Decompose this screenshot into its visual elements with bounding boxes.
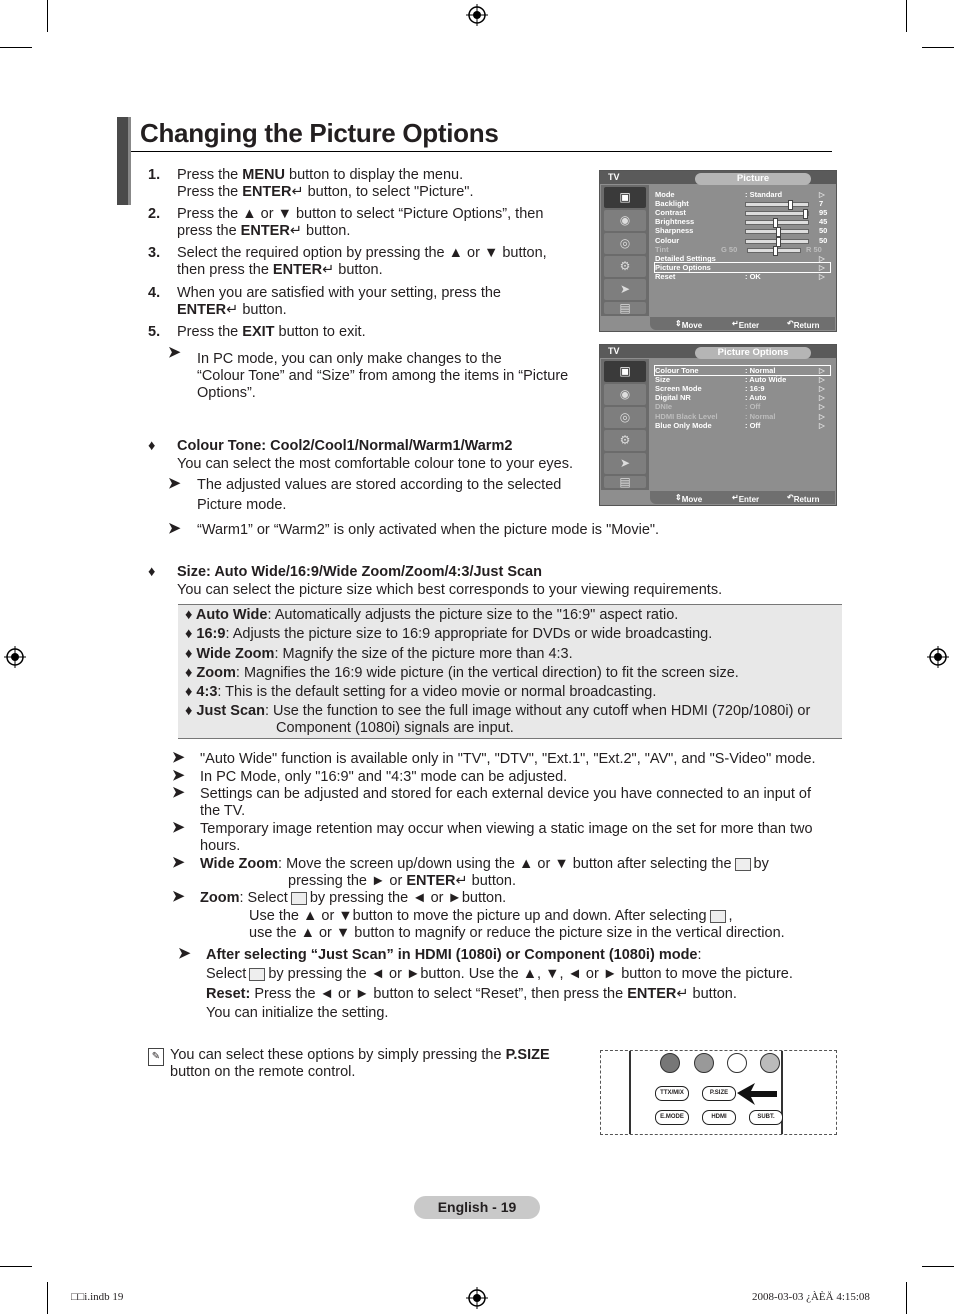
- option-text: : Use the function to see the full image without any cutoff when HDMI (720p/1080i) or: [264, 703, 811, 719]
- step-number: 2.: [148, 206, 161, 222]
- osd-row-label: Sharpness: [655, 226, 694, 236]
- application-icon: ▤: [604, 476, 646, 488]
- note-line: Options”.: [197, 385, 256, 401]
- osd-row-arrow-icon: ▷: [819, 411, 825, 421]
- note-arrow-icon: ➤: [168, 475, 181, 492]
- option-name: ♦ Auto Wide: [185, 607, 268, 623]
- note-text: ,: [728, 908, 733, 924]
- note-arrow-icon: ➤: [168, 344, 181, 361]
- page-title: Changing the Picture Options: [140, 118, 499, 148]
- note-arrow-icon: ➤: [172, 854, 185, 871]
- osd-row-value: : Off: [745, 420, 761, 430]
- osd-row-value: : Off: [745, 402, 761, 412]
- step-text: When you are satisfied with your setting, press the: [177, 285, 501, 301]
- colour-tone-heading: Colour Tone: Cool2/Cool1/Normal/Warm1/Warm2: [177, 438, 513, 454]
- osd-slider-value: 95: [819, 208, 828, 218]
- osd-row-arrow-icon: ▷: [819, 393, 825, 403]
- note-text: :: [697, 947, 702, 963]
- step-text: Press the: [177, 184, 243, 200]
- osd-source-label: TV: [608, 172, 620, 182]
- return-label: Return: [793, 321, 820, 330]
- osd-menu-title: Picture Options: [695, 347, 811, 359]
- zoom-note-cont: [249, 908, 733, 925]
- osd-row-value: : OK: [745, 271, 761, 281]
- osd-menu-row[interactable]: [655, 235, 828, 245]
- osd-row-arrow-icon: ▷: [819, 402, 825, 412]
- step-text: button.: [238, 302, 287, 318]
- osd-slider-value: 50: [819, 235, 828, 245]
- option-text: : Magnifies the 16:9 wide picture (in the vertical direction) to fit the screen size.: [235, 665, 739, 681]
- enter-icon: ↵: [676, 986, 689, 1002]
- osd-menu-row[interactable]: [655, 226, 828, 236]
- crop-mark: [906, 1282, 907, 1314]
- step-text: Press the: [177, 324, 243, 340]
- osd-menu-row[interactable]: [655, 375, 825, 385]
- option-text: : Automatically adjusts the picture size to the "16:9" aspect ratio.: [267, 607, 679, 623]
- remote-edge: [629, 1051, 631, 1134]
- option-text: : Magnify the size of the picture more than 4:3.: [274, 646, 573, 662]
- osd-tint-g: G 50: [721, 244, 738, 254]
- wide-zoom-note-cont: [288, 873, 516, 890]
- note-line: Settings can be adjusted and stored for each external device you have connected to an input of: [200, 786, 812, 802]
- osd-row-label: HDMI Black Level: [655, 411, 718, 421]
- note-arrow-icon: ➤: [172, 819, 185, 836]
- registration-mark-icon: [466, 1287, 488, 1309]
- size-option-wide-zoom: [185, 646, 573, 663]
- remote-control-illustration: [600, 1050, 837, 1135]
- note-arrow-icon: ➤: [172, 784, 185, 801]
- crop-mark: [906, 0, 907, 32]
- osd-menu-row[interactable]: [655, 366, 830, 375]
- setup-icon: ⚙: [604, 430, 646, 451]
- enter-hint: ↵ Enter: [732, 319, 760, 330]
- osd-menu-row[interactable]: [655, 208, 828, 218]
- enter-key-label: ENTER: [627, 986, 677, 1002]
- psize-key-label: P.SIZE: [505, 1047, 550, 1063]
- enter-icon: ↵: [226, 302, 239, 318]
- move-hint: ⇕ Move: [675, 493, 703, 504]
- colour-tone-description: You can select the most comfortable colour tone to your eyes.: [177, 456, 574, 472]
- print-file-label: □□i.indb 19: [71, 1291, 124, 1303]
- just-scan-heading: [206, 947, 702, 964]
- picture-size-icon: [249, 968, 265, 981]
- step-text: button, to select "Picture".: [303, 184, 474, 200]
- note-text: by pressing the ◄ or ►button.: [309, 890, 507, 906]
- osd-row-label: Digital NR: [655, 393, 691, 403]
- option-text: : This is the default setting for a video movie or normal broadcasting.: [217, 684, 657, 700]
- osd-menu-row[interactable]: [655, 420, 825, 430]
- move-label: Move: [681, 495, 703, 504]
- osd-bottom-bar: [650, 491, 835, 504]
- note-text: button.: [467, 873, 517, 889]
- note-line: “Warm1” or “Warm2” is only activated when the picture mode is "Movie".: [197, 522, 660, 538]
- note-line: “Colour Tone” and “Size” from among the items in “Picture: [197, 368, 569, 384]
- pc-mode-note: [197, 351, 587, 402]
- osd-slider-knob[interactable]: [788, 200, 793, 210]
- step-text: button.: [301, 223, 351, 239]
- step-number: 1.: [148, 167, 161, 183]
- osd-row-label: Backlight: [655, 199, 689, 209]
- osd-tint-r: R 50: [806, 244, 822, 254]
- exit-key-label: EXIT: [242, 324, 275, 340]
- note-line: the TV.: [200, 803, 246, 819]
- osd-row-label: Contrast: [655, 208, 686, 218]
- enter-label: Enter: [738, 321, 760, 330]
- return-label: Return: [793, 495, 820, 504]
- osd-source-label: TV: [608, 346, 620, 356]
- note-text: by pressing the ◄ or ►button. Use the ▲, ▼, ◄ or ► button to move the picture.: [268, 966, 793, 982]
- osd-sidebar: [601, 359, 649, 490]
- option-name: ♦ 4:3: [185, 684, 218, 700]
- ttx-mix-button: TTX/MIX: [655, 1086, 689, 1101]
- input-icon: ➤: [604, 453, 646, 474]
- note-line: hours.: [200, 838, 241, 854]
- note-text: You can initialize the setting.: [206, 1005, 389, 1021]
- osd-tint-slider[interactable]: [747, 248, 801, 253]
- option-text: : Adjusts the picture size to 16:9 appropriate for DVDs or wide broadcasting.: [225, 626, 713, 642]
- enter-label: Enter: [738, 495, 760, 504]
- osd-menu-row[interactable]: [655, 263, 830, 272]
- note-text: Select: [206, 966, 247, 982]
- crop-mark: [47, 1282, 48, 1314]
- osd-menu-row[interactable]: [655, 271, 825, 281]
- note-arrow-icon: ➤: [172, 888, 185, 905]
- osd-row-label: Brightness: [655, 217, 695, 227]
- wide-zoom-label: Wide Zoom: [200, 856, 279, 872]
- note-line: The adjusted values are stored according to the selected: [197, 477, 562, 493]
- reset-label: Reset:: [206, 986, 251, 1002]
- note-text: : Select: [239, 890, 288, 906]
- note-line: "Auto Wide" function is available only in "TV", "DTV", "Ext.1", "Ext.2", "AV", and "S-Video" mode.: [200, 751, 816, 767]
- size-description: You can select the picture size which best corresponds to your viewing requirements.: [177, 582, 723, 598]
- bullet: ♦: [148, 564, 156, 580]
- step-text: press the: [177, 223, 241, 239]
- enter-icon: ↵: [291, 184, 304, 200]
- note-text: button on the remote control.: [170, 1064, 356, 1080]
- note-text: Use the ▲ or ▼button to move the picture up and down. After selecting: [249, 908, 707, 924]
- osd-menu-row[interactable]: [655, 393, 825, 403]
- step-number: 3.: [148, 245, 161, 261]
- osd-row-label: Reset: [655, 271, 676, 281]
- osd-row-label: Colour: [655, 235, 680, 245]
- title-accent-bar: [128, 117, 131, 205]
- crop-mark: [47, 0, 48, 32]
- reset-line: [206, 986, 737, 1003]
- osd-picture-menu: [599, 170, 837, 332]
- application-icon: ▤: [604, 302, 646, 314]
- move-hint: ⇕ Move: [675, 319, 703, 330]
- note-arrow-icon: ➤: [168, 520, 181, 537]
- note-text: pressing the ► or: [288, 873, 407, 889]
- step-text: Press the ▲ or ▼ button to select “Picture Options”, then: [177, 206, 544, 222]
- psize-button: P.SIZE: [702, 1086, 736, 1101]
- osd-row-label: Tint: [655, 244, 669, 254]
- osd-row-value: : Normal: [745, 411, 776, 421]
- step-text: button to display the menu.: [284, 167, 464, 183]
- osd-row-arrow-icon: ▷: [819, 253, 825, 263]
- osd-row-label: Blue Only Mode: [655, 420, 712, 430]
- osd-row-arrow-icon: ▷: [819, 384, 825, 394]
- zoom-label: Zoom: [200, 890, 240, 906]
- option-name: ♦ Just Scan: [185, 703, 265, 719]
- osd-menu-row[interactable]: [655, 384, 825, 394]
- sound-icon: ◉: [604, 384, 646, 405]
- sound-icon: ◉: [604, 210, 646, 231]
- osd-menu-row[interactable]: [655, 190, 825, 199]
- note-text: Press the ◄ or ► button to select “Reset”, then press the: [250, 986, 628, 1002]
- pointer-arrow-icon: [737, 1081, 777, 1111]
- crop-mark: [0, 1266, 32, 1267]
- registration-mark-icon: [466, 4, 488, 26]
- osd-slider-value: 50: [819, 226, 828, 236]
- color-button-green: [694, 1053, 714, 1073]
- title-rule: [131, 151, 832, 152]
- note-line: Temporary image retention may occur when viewing a static image on the set for more than two: [200, 821, 813, 837]
- note-arrow-icon: ➤: [172, 767, 185, 784]
- osd-row-label: Mode: [655, 190, 675, 199]
- step-text: Select the required option by pressing the ▲ or ▼ button,: [177, 245, 547, 261]
- osd-row-value: : Auto: [745, 393, 767, 403]
- osd-slider-knob[interactable]: [803, 209, 808, 219]
- channel-icon: ◎: [604, 233, 646, 254]
- osd-picture-options-menu: [599, 344, 837, 506]
- osd-menu-row[interactable]: [655, 411, 825, 421]
- osd-bottom-bar: [650, 317, 835, 330]
- just-scan-line: [206, 966, 793, 983]
- size-option-just-scan: [185, 703, 810, 720]
- size-option-16-9: [185, 626, 712, 643]
- bullet: ♦: [148, 438, 156, 454]
- enter-icon: ↵: [455, 873, 468, 889]
- enter-key-label: ENTER: [240, 223, 290, 239]
- picture-size-icon: [291, 892, 307, 905]
- osd-slider[interactable]: [745, 211, 809, 216]
- color-button-blue: [760, 1053, 780, 1073]
- option-name: ♦ 16:9: [185, 626, 226, 642]
- step-text: button to exit.: [274, 324, 366, 340]
- osd-slider[interactable]: [745, 239, 809, 244]
- note-line: In PC mode, you can only make changes to the: [197, 351, 502, 367]
- note-text: You can select these options by simply pressing the: [170, 1047, 506, 1063]
- option-text: Component (1080i) signals are input.: [276, 720, 514, 736]
- note-arrow-icon: ➤: [172, 749, 185, 766]
- osd-row-label: DNIe: [655, 402, 673, 412]
- osd-slider[interactable]: [745, 202, 809, 207]
- osd-slider-value: 45: [819, 217, 828, 227]
- osd-row-arrow-icon: ▷: [819, 190, 825, 199]
- note-text: use the ▲ or ▼ button to magnify or reduce the picture size in the vertical direction.: [249, 925, 785, 941]
- note-text: by: [753, 856, 769, 872]
- note-arrow-icon: ➤: [178, 945, 191, 962]
- enter-key-label: ENTER: [272, 262, 323, 278]
- step-number: 5.: [148, 324, 161, 340]
- osd-menu-row[interactable]: [655, 244, 822, 254]
- wide-zoom-note: [200, 856, 769, 873]
- menu-key-label: MENU: [242, 167, 285, 183]
- memo-icon: ✎: [148, 1048, 164, 1066]
- osd-slider[interactable]: [745, 220, 809, 225]
- channel-icon: ◎: [604, 407, 646, 428]
- osd-row-label: Screen Mode: [655, 384, 702, 394]
- return-hint: ↶ Return: [787, 319, 820, 330]
- note-text: : Move the screen up/down using the ▲ or ▼ button after selecting the: [278, 856, 732, 872]
- osd-menu-row[interactable]: [655, 199, 824, 209]
- osd-menu-row[interactable]: [655, 253, 825, 263]
- crop-mark: [922, 47, 954, 48]
- move-label: Move: [681, 321, 703, 330]
- crop-mark: [922, 1266, 954, 1267]
- color-button-red: [660, 1053, 680, 1073]
- osd-slider[interactable]: [745, 229, 809, 234]
- input-icon: ➤: [604, 279, 646, 300]
- step-number: 4.: [148, 285, 161, 301]
- registration-mark-icon: [4, 646, 26, 668]
- osd-row-arrow-icon: ▷: [819, 420, 825, 430]
- osd-row-label: Picture Options: [655, 262, 711, 272]
- size-options-table: [178, 604, 842, 739]
- osd-sidebar: [601, 185, 649, 316]
- osd-row-value: : Normal: [745, 366, 776, 375]
- osd-row-value: : Auto Wide: [745, 375, 787, 385]
- osd-row-arrow-icon: ▷: [819, 262, 825, 272]
- step-text: button.: [334, 262, 383, 278]
- picture-icon: ▣: [604, 187, 646, 208]
- osd-row-label: Detailed Settings: [655, 253, 716, 263]
- enter-icon: ↵: [289, 223, 302, 239]
- enter-key-label: ENTER: [177, 302, 227, 318]
- osd-row-arrow-icon: ▷: [819, 375, 825, 385]
- enter-hint: ↵ Enter: [732, 493, 760, 504]
- note-text: button.: [688, 986, 737, 1002]
- enter-icon: ↵: [322, 262, 335, 278]
- emode-button: E.MODE: [655, 1110, 689, 1125]
- enter-key-label: ENTER: [242, 184, 292, 200]
- osd-slider-value: 7: [819, 199, 824, 209]
- size-heading: Size: Auto Wide/16:9/Wide Zoom/Zoom/4:3/Just Scan: [177, 564, 542, 580]
- osd-row-value: : Standard: [745, 190, 783, 199]
- osd-row-arrow-icon: ▷: [819, 366, 825, 375]
- osd-row-value: : 16:9: [745, 384, 765, 394]
- picture-size-icon: [735, 858, 751, 871]
- size-option-zoom: [185, 665, 739, 682]
- osd-row-label: Size: [655, 375, 671, 385]
- just-scan-title: After selecting “Just Scan” in HDMI (1080i) or Component (1080i) mode: [206, 947, 698, 963]
- print-timestamp: 2008-03-03 ¿ÀÈÄ 4:15:08: [752, 1291, 870, 1303]
- position-icon: [710, 910, 726, 923]
- osd-row-arrow-icon: ▷: [819, 271, 825, 281]
- note-line: Picture mode.: [197, 497, 287, 513]
- option-name: ♦ Wide Zoom: [185, 646, 275, 662]
- osd-row-label: Colour Tone: [655, 366, 699, 375]
- registration-mark-icon: [927, 646, 949, 668]
- hdmi-button: HDMI: [702, 1110, 736, 1125]
- psize-note: [170, 1047, 550, 1064]
- osd-menu-title: Picture: [695, 173, 811, 185]
- step-text: Press the: [177, 167, 243, 183]
- osd-menu-row[interactable]: [655, 402, 825, 412]
- setup-icon: ⚙: [604, 256, 646, 277]
- note-line: In PC Mode, only "16:9" and "4:3" mode can be adjusted.: [200, 769, 568, 785]
- subt-button: SUBT.: [749, 1110, 783, 1125]
- step-text: then press the: [177, 262, 273, 278]
- page-number-badge: English - 19: [414, 1196, 540, 1219]
- osd-slider-knob[interactable]: [773, 246, 778, 256]
- crop-mark: [0, 47, 32, 48]
- size-option-4-3: [185, 684, 656, 701]
- enter-key-label: ENTER: [406, 873, 456, 889]
- zoom-note: [200, 890, 506, 907]
- osd-menu-row[interactable]: [655, 217, 828, 227]
- picture-icon: ▣: [604, 361, 646, 382]
- size-option-auto-wide: [185, 607, 678, 624]
- return-hint: ↶ Return: [787, 493, 820, 504]
- color-button-yellow: [727, 1053, 747, 1073]
- option-name: ♦ Zoom: [185, 665, 236, 681]
